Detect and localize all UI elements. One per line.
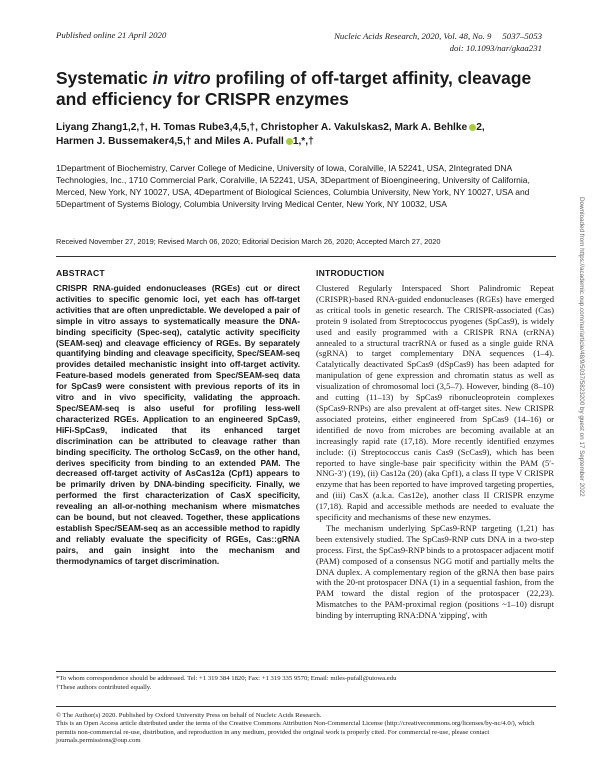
journal-name: Nucleic Acids Research, 2020, Vol. 48, No. 9 [334,31,492,41]
footnotes [56,675,556,692]
page-range: 5037–5053 [502,31,542,41]
license-divider [56,706,556,707]
introduction-heading: INTRODUCTION [316,268,385,278]
header-divider [56,256,556,257]
author-list: Liyang Zhang1,2,†, H. Tomas Rube3,4,5,†, Christopher A. Vakulskas2, Mark A. Behlke 2, Harmen J. Bussemaker4,5,† and Miles A. Pufall 1,*,† [56,122,485,147]
submission-dates: Received November 27, 2019; Revised March 06, 2020; Editorial Decision March 26, 2020; Accepted March 27, 2020 [56,237,441,246]
equal-contribution-note: †These authors contributed equally. [56,683,152,691]
intro-paragraph: The mechanism underlying SpCas9-RNP targeting (1,21) has been extensively studied. The SpCas9-RNP cuts DNA in a two-step process. First, the SpCas9-RNP binds to a protospacer adjacent motif (PAM) composed of a consensus NGG motif and partially melts the DNA duplex. A complementary region of the gRNA then base pairs with the 20-nt protospacer DNA (1) in a sequential fashion, from the PAM toward the distal region of the protospacer (22,23). Mismatches to the PAM-proximal region (positions ~1–10) disrupt binding by interrupting RNA:DNA 'zipping', with [316,522,554,621]
orcid-icon[interactable] [286,138,293,145]
paper-title: Systematic in vitro profiling of off-target affinity, cleavage and efficiency for CRISPR enzymes [56,68,532,109]
correspondence-note: *To whom correspondence should be addressed. Tel: +1 319 384 1820; Fax: +1 319 335 9570; Email: miles-pufall@uiowa.edu [56,675,397,682]
journal-citation [334,30,542,54]
doi: doi: 10.1093/nar/gkaa231 [449,43,542,53]
copyright-line: © The Author(s) 2020. Published by Oxford University Press on behalf of Nucleic Acids Research. [56,712,322,719]
license-text: This is an Open Access article distributed under the terms of the Creative Commons Attribution Non-Commercial License (http://creativecommons.org/licenses/by-nc/4.0/), which permits non-commercial re-use, distribution, and reproduction in any medium, provided the original work is properly cited. For commercial re-use, please contact journals.permissions@oup.com [56,720,535,745]
introduction-text [316,283,554,621]
abstract-text: CRISPR RNA-guided endonucleases (RGEs) cut or direct activities to specific genomic loci, yet each has off-target activities that are often unpredictable. We developed a pair of simple in vitro assays to systematically measure the DNA-binding specificity (Spec-seq), catalytic activity specificity (SEAM-seq) and cleavage efficiency of RGEs. By separately quantifying binding and cleavage specificity, Spec/SEAM-seq provides detailed mechanistic insight into off-target activity. Feature-based models generated from Spec/SEAM-seq data for SpCas9 were consistent with previous reports of its in vitro and in vivo specificity, validating the approach. Spec/SEAM-seq is also useful for profiling less-well characterized RGEs. Application to an engineered SpCas9, HiFi-SpCas9, indicated that its enhanced target discrimination can be attributed to cleavage rather than binding specificity. The ortholog ScCas9, on the other hand, derives specificity from binding to an extended PAM. The decreased off-target activity of AsCas12a (Cpf1) appears to be primarily driven by DNA-binding specificity. Finally, we performed the first characterization of CasX specificity, revealing an all-or-nothing mechanism where mismatches can be bound, but not cleaved. Together, these applications establish Spec/SEAM-seq as an accessible method to rapidly and reliably evaluate the specificity of RGEs, Cas::gRNA pairs, and gain insight into the mechanism and thermodynamics of target discrimination. [56,283,300,566]
intro-paragraph: Clustered Regularly Interspaced Short Palindromic Repeat (CRISPR)-based RNA-guided endonucleases (RGEs) have emerged as critical tools in genetic research. The CRISPR-associated (Cas) protein 9 isolated from Streptococcus pyogenes (SpCas9), is widely used and easily programmed with a CRISPR RNA (crRNA) annealed to a structural tracrRNA or fused as a single guide RNA (sgRNA) to target complementary DNA sequences (1–4). Catalytically deactivated SpCas9 (dSpCas9) has been adapted for manipulation of gene expression and chromatin status as well as visualization of chromosomal loci (3,5–7). However, binding (8–10) and cutting (11–13) by SpCas9 ribonucleoprotein complexes (SpCas9-RNPs) are also prevalent at off-target sites. New CRISPR associated proteins, either engineered from SpCas9 (14–16) or identified de novo from microbes are becoming available at an increasingly rapid rate (17,18). More recently identified enzymes include: (i) Streptococcus canis Cas9 (ScCas9), which has been reported to have single-base pair specificity within the PAM (5′-NNG-3′) (19), (ii) Cas12a (20) (aka Cpf1), a class II type V CRISPR enzyme that has been reported to have improved targeting properties, and (iii) CasX (a.k.a. Cas12e), another class II CRISPR enzyme (17,18). Rapid and accessible methods are needed to evaluate the specificity and mechanisms of these new enzymes. [316,283,554,523]
published-date: Published online 21 April 2020 [56,30,167,40]
footnote-divider [56,671,556,672]
download-watermark[interactable]: Downloaded from https://academic.oup.com/nar/article/48/9/5037/5823200 by guest on 17 September 2022 [578,197,585,497]
license-block [56,712,556,746]
abstract-heading: ABSTRACT [56,268,105,278]
affiliations: 1Department of Biochemistry, Carver College of Medicine, University of Iowa, Coralville, IA 52241, USA, 2Integrated DNA Technologies, Inc., 1710 Commercial Park, Coralville, IA 52241, USA, 3Department of Bioengineering, University of California, Merced, New York, NY 10027, USA, 4Department of Biological Sciences, Columbia University, New York, NY 10027, USA and 5Department of Systems Biology, Columbia University Irving Medical Center, New York, NY 10032, USA [56,163,530,209]
